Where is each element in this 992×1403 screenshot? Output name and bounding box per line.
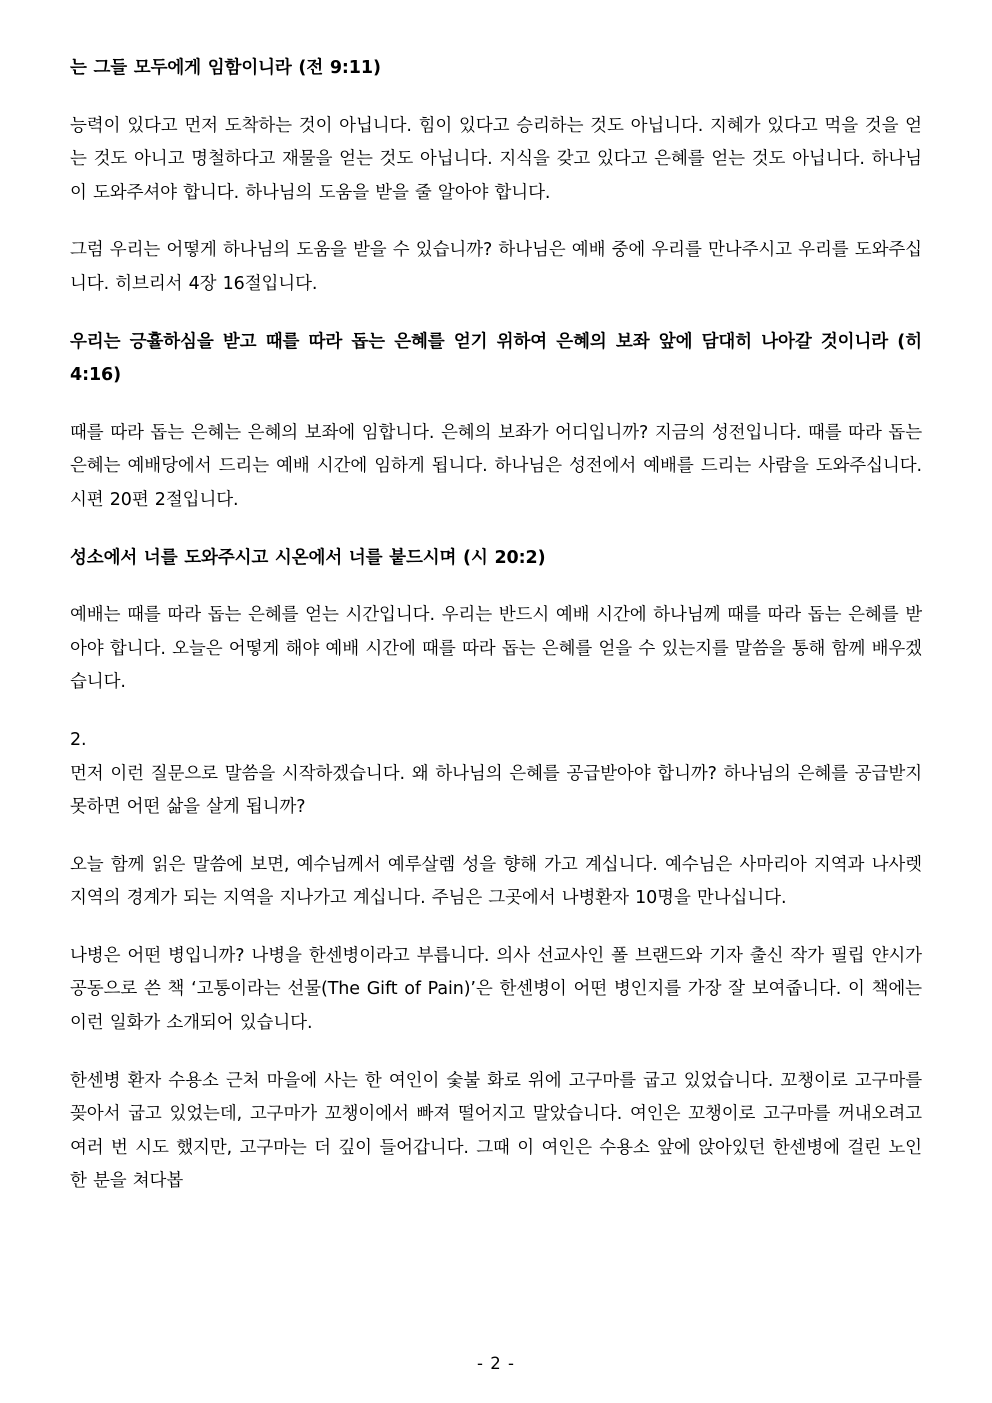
body-paragraph: 예배는 때를 따라 돕는 은혜를 얻는 시간입니다. 우리는 반드시 예배 시간에 하나님께 때를 따라 돕는 은혜를 받아야 합니다. 오늘은 어떻게 해야 예배 시간에 때를 따라 돕는 은혜를 얻을 수 있는지를 말씀을 통해 함께 배우겠습니다. — [70, 605, 922, 693]
body-paragraph: 먼저 이런 질문으로 말씀을 시작하겠습니다. 왜 하나님의 은혜를 공급받아야 합니까? 하나님의 은혜를 공급받지 못하면 어떤 삶을 살게 됩니까? — [70, 763, 922, 818]
section-number: 2. — [70, 729, 87, 750]
body-paragraph: 그럼 우리는 어떻게 하나님의 도움을 받을 수 있습니까? 하나님은 예배 중에 우리를 만나주시고 우리를 도와주십니다. 히브리서 4장 16절입니다. — [70, 240, 922, 294]
page-number: - 2 - — [477, 1354, 515, 1373]
body-paragraph: 한센병 환자 수용소 근처 마을에 사는 한 여인이 숯불 화로 위에 고구마를 굽고 있었습니다. 꼬챙이로 고구마를 꽂아서 굽고 있었는데, 고구마가 꼬챙이에서 빠져 떨어지고 말았습니다. 여인은 꼬챙이로 고구마를 꺼내오려고 여러 번 시도 했지만, 고구마는 더 깊이 들어갑니다. 그때 이 여인은 수용소 앞에 앉아있던 한센병에 걸린 노인 한 분을 쳐다봅 — [70, 1070, 922, 1192]
scripture-quote: 는 그들 모두에게 임함이니라 (전 9:11) — [70, 58, 381, 78]
document-body — [70, 52, 922, 1199]
scripture-quote: 우리는 긍휼하심을 받고 때를 따라 돕는 은혜를 얻기 위하여 은혜의 보좌 앞에 담대히 나아갈 것이니라 (히 4:16) — [70, 331, 922, 386]
scripture-quote: 성소에서 너를 도와주시고 시온에서 너를 붙드시며 (시 20:2) — [70, 547, 546, 568]
body-paragraph: 오늘 함께 읽은 말씀에 보면, 예수님께서 예루살렘 성을 향해 가고 계십니다. 예수님은 사마리아 지역과 나사렛 지역의 경계가 되는 지역을 지나가고 계십니다. 주님은 그곳에서 나병환자 10명을 만나십니다. — [70, 854, 922, 909]
body-paragraph: 나병은 어떤 병입니까? 나병을 한센병이라고 부릅니다. 의사 선교사인 폴 브랜드와 기자 출신 작가 필립 얀시가 공동으로 쓴 책 ‘고통이라는 선물(The Gift of Pain)’은 한센병이 어떤 병인지를 가장 잘 보여줍니다. 이 책에는 이런 일화가 소개되어 있습니다. — [70, 945, 922, 1034]
body-paragraph: 능력이 있다고 먼저 도착하는 것이 아닙니다. 힘이 있다고 승리하는 것도 아닙니다. 지혜가 있다고 먹을 것을 얻는 것도 아니고 명철하다고 재물을 얻는 것도 아닙니다. 지식을 갖고 있다고 은혜를 얻는 것도 아닙니다. 하나님이 도와주셔야 합니다. 하나님의 도움을 받을 줄 알아야 합니다. — [70, 115, 922, 203]
body-paragraph: 때를 따라 돕는 은혜는 은혜의 보좌에 임합니다. 은혜의 보좌가 어디입니까? 지금의 성전입니다. 때를 따라 돕는 은혜는 예배당에서 드리는 예배 시간에 임하게 됩니다. 하나님은 성전에서 예배를 드리는 사람을 도와주십니다. 시편 20편 2절입니다. — [70, 422, 922, 510]
